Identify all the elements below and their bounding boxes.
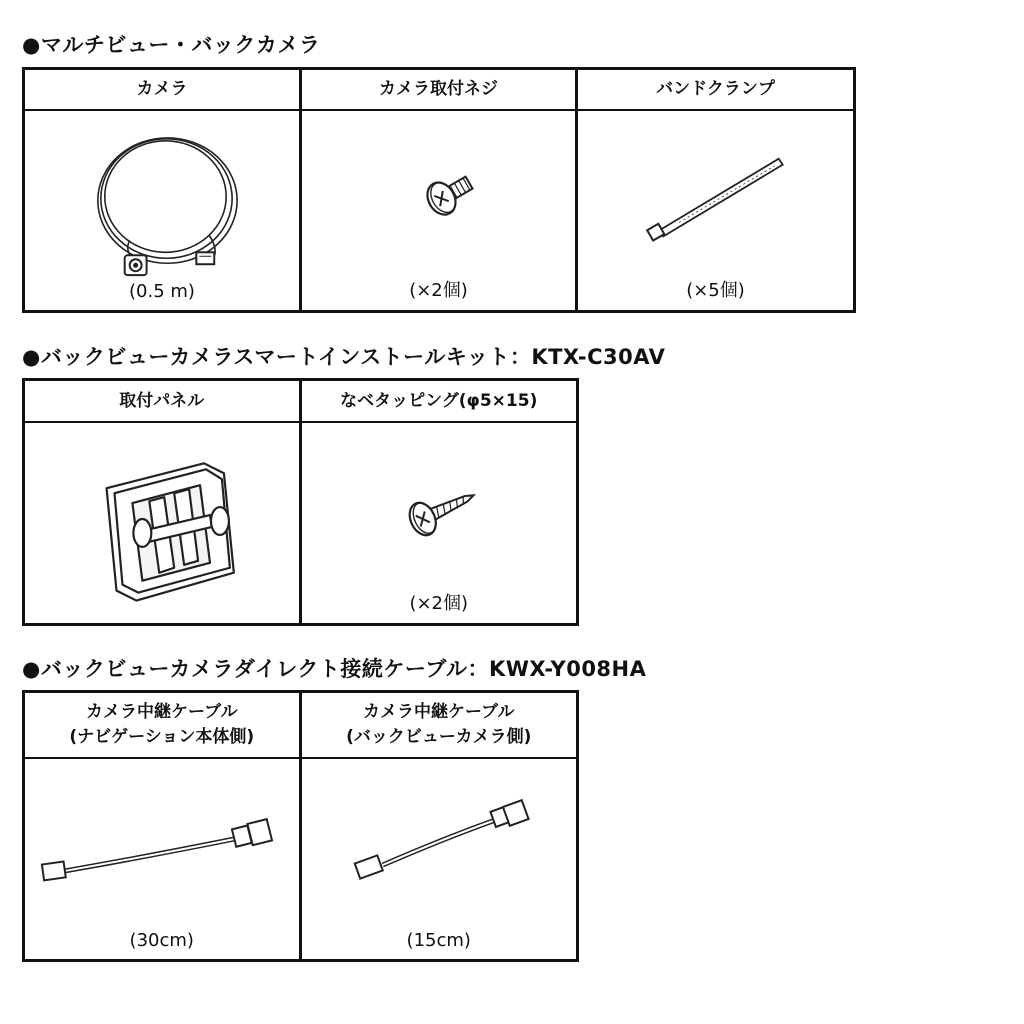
part-header-line1: カメラ中継ケーブル xyxy=(86,702,238,723)
part-header-text: バンドクランプ xyxy=(656,79,775,100)
relay-cable-navigation-side-illustration xyxy=(25,759,299,959)
part-cell-camera-screw xyxy=(302,70,578,310)
part-quantity-band-clamp: (×5個) xyxy=(686,280,745,301)
part-cell-relay-cable-nav xyxy=(25,693,302,959)
parts-table-multiview-camera xyxy=(22,67,856,313)
part-body xyxy=(578,111,853,310)
part-body xyxy=(302,759,577,959)
part-header-camera-screw xyxy=(302,70,575,111)
part-header-line2: (ナビゲーション本体側) xyxy=(69,727,255,747)
part-body xyxy=(25,423,299,623)
part-header-line1: カメラ中継ケーブル xyxy=(363,702,515,723)
part-header-text: 取付パネル xyxy=(119,390,205,411)
part-header-relay-cable-camera xyxy=(302,693,577,759)
section-title-smart-install-kit: ●バックビューカメラスマートインストールキット：KTX-C30AV xyxy=(22,345,666,369)
part-header-line2: (バックビューカメラ側) xyxy=(346,727,532,747)
part-body xyxy=(25,111,299,310)
parts-table-smart-install-kit xyxy=(22,378,579,626)
part-header-text: なベタッピング(φ5×15) xyxy=(340,390,538,411)
part-header-text: カメラ xyxy=(136,79,188,100)
part-cell-mounting-panel xyxy=(25,381,302,623)
part-body xyxy=(302,111,575,310)
part-quantity-camera: (0.5 m) xyxy=(129,281,195,302)
part-quantity-tapping-screw: (×2個) xyxy=(409,593,469,614)
section-title-direct-cable: ●バックビューカメラダイレクト接続ケーブル：KWX-Y008HA xyxy=(22,657,647,681)
section-title-multiview-camera: ●マルチビュー・バックカメラ xyxy=(22,33,321,57)
part-header-band-clamp xyxy=(578,70,853,111)
part-header-text: カメラ取付ネジ xyxy=(379,79,498,100)
relay-cable-camera-side-illustration xyxy=(302,759,577,959)
mounting-panel-illustration xyxy=(25,423,299,623)
part-header-tapping-screw xyxy=(302,381,577,423)
part-cell-band-clamp xyxy=(578,70,853,310)
part-quantity-camera-screw: (×2個) xyxy=(409,280,468,301)
part-cell-tapping-screw xyxy=(302,381,577,623)
part-length-relay-cable-camera: (15cm) xyxy=(406,930,471,951)
part-header-relay-cable-nav xyxy=(25,693,299,759)
part-body xyxy=(302,423,577,623)
part-cell-relay-cable-camera xyxy=(302,693,577,959)
part-header-camera xyxy=(25,70,299,111)
part-header-mounting-panel xyxy=(25,381,299,423)
part-body xyxy=(25,759,299,959)
part-cell-camera xyxy=(25,70,302,310)
part-length-relay-cable-nav: (30cm) xyxy=(129,930,194,951)
parts-table-direct-cable xyxy=(22,690,579,962)
